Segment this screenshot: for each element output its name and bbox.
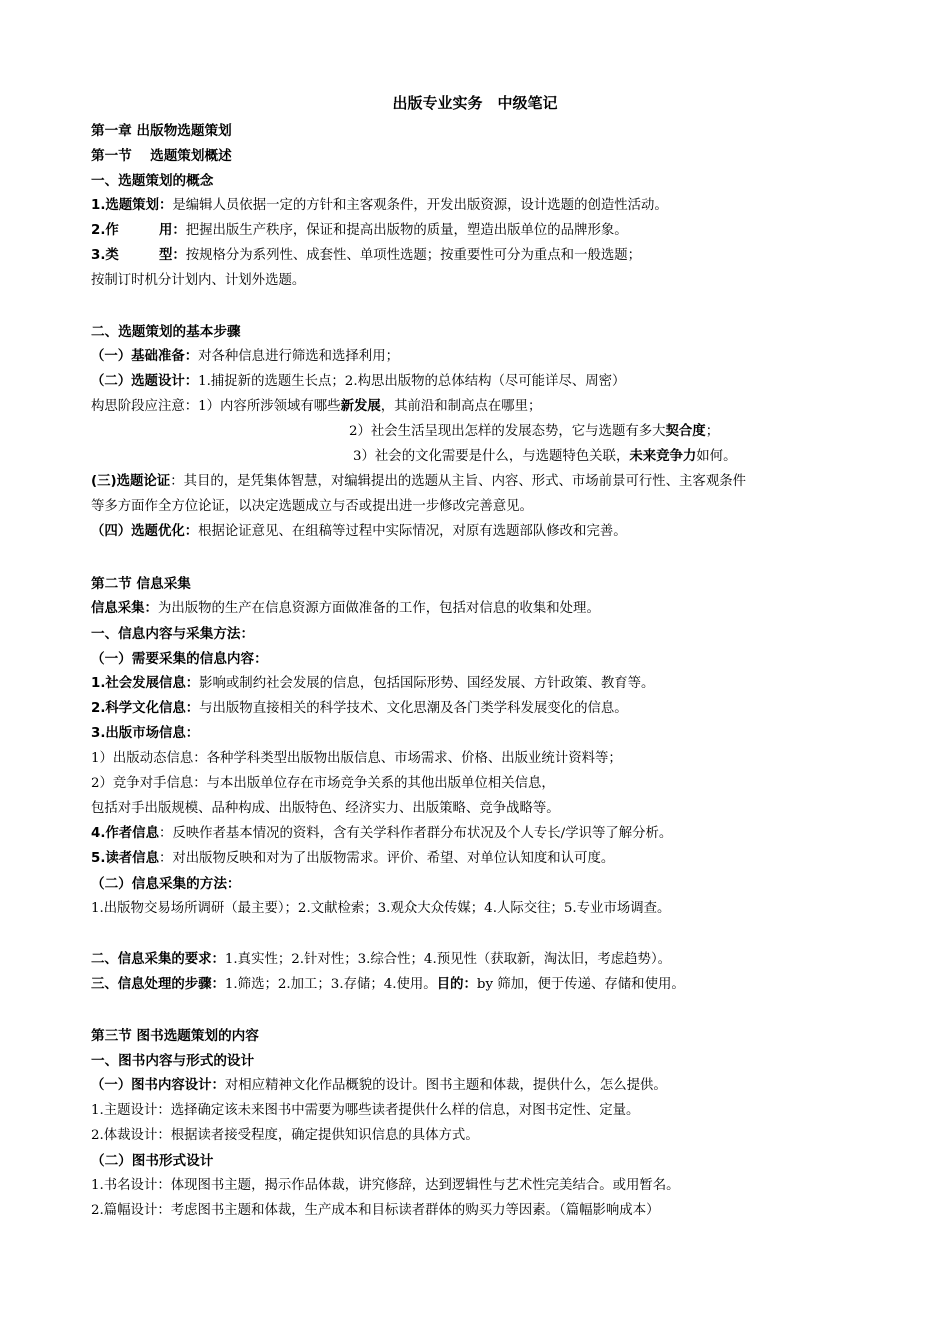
paragraph: 信息采集：为出版物的生产在信息资源方面做准备的工作，包括对信息的收集和处理。 xyxy=(91,601,600,616)
paragraph: 3.出版市场信息： xyxy=(91,726,200,741)
paragraph: 3）社会的文化需要是什么，与选题特色关联，未来竞争力如何。 xyxy=(353,449,737,464)
paragraph: 1.出版物交易场所调研（最主要）；2.文献检索；3.观众大众传媒；4.人际交往；5.专业市场调查。 xyxy=(91,901,671,916)
paragraph: （一）图书内容设计：对相应精神文化作品概貌的设计。图书主题和体裁，提供什么，怎么提供。 xyxy=(91,1078,667,1093)
section-heading: 第三节 图书选题策划的内容 xyxy=(91,1028,259,1044)
paragraph: 1）出版动态信息：各种学科类型出版物出版信息、市场需求、价格、出版业统计资料等； xyxy=(91,751,622,766)
paragraph: 1.选题策划：是编辑人员依据一定的方针和主客观条件，开发出版资源，设计选题的创造性活动。 xyxy=(91,198,668,213)
paragraph: 按制订时机分计划内、计划外选题。 xyxy=(91,273,306,288)
paragraph: 2）竞争对手信息：与本出版单位存在市场竞争关系的其他出版单位相关信息， xyxy=(91,776,555,791)
subsection-heading: 二、选题策划的基本步骤 xyxy=(91,324,241,340)
chapter-heading: 第一章 出版物选题策划 xyxy=(91,123,232,139)
paragraph: 5.读者信息：对出版物反映和对为了出版物需求。评价、希望、对单位认知度和认可度。 xyxy=(91,851,615,866)
section-heading: 第一节 选题策划概述 xyxy=(91,148,232,164)
paragraph: 三、信息处理的步骤：1.筛选；2.加工；3.存储；4.使用。目的：by 筛加，便于传递、存储和使用。 xyxy=(91,977,685,992)
subsection-heading: （二）信息采集的方法： xyxy=(91,876,241,892)
paragraph: 包括对手出版规模、品种构成、出版特色、经济实力、出版策略、竞争战略等。 xyxy=(91,801,560,816)
paragraph: 1.社会发展信息：影响或制约社会发展的信息，包括国际形势、国经发展、方针政策、教育等。 xyxy=(91,676,655,691)
paragraph: 1.书名设计：体现图书主题，揭示作品体裁，讲究修辞，达到逻辑性与艺术性完美结合。或用暂名。 xyxy=(91,1178,680,1193)
paragraph: （一）基础准备：对各种信息进行筛选和选择利用； xyxy=(91,349,399,364)
paragraph: （二）选题设计：1.捕捉新的选题生长点；2.构思出版物的总体结构（尽可能详尽、周密） xyxy=(91,374,626,389)
paragraph: 4.作者信息：反映作者基本情况的资料，含有关学科作者群分布状况及个人专长/学识等了解分析。 xyxy=(91,826,673,841)
subsection-heading: 一、信息内容与采集方法： xyxy=(91,626,255,642)
paragraph: 2.科学文化信息：与出版物直接相关的科学技术、文化思潮及各门类学科发展变化的信息。 xyxy=(91,701,628,716)
subsection-heading: 一、图书内容与形式的设计 xyxy=(91,1053,255,1069)
paragraph: 1.主题设计：选择确定该未来图书中需要为哪些读者提供什么样的信息，对图书定性、定量。 xyxy=(91,1103,640,1118)
paragraph: （四）选题优化：根据论证意见、在组稿等过程中实际情况，对原有选题部队修改和完善。 xyxy=(91,524,627,539)
paragraph: 2）社会生活呈现出怎样的发展态势，它与选题有多大契合度； xyxy=(349,424,720,439)
paragraph: 3.类 型：按规格分为系列性、成套性、单项性选题；按重要性可分为重点和一般选题； xyxy=(91,248,642,263)
paragraph: 2.作 用：把握出版生产秩序，保证和提高出版物的质量，塑造出版单位的品牌形象。 xyxy=(91,223,628,238)
page-title: 出版专业实务 中级笔记 xyxy=(392,94,558,112)
subsection-heading: （一）需要采集的信息内容： xyxy=(91,651,268,667)
paragraph: 构思阶段应注意：1）内容所涉领域有哪些新发展，其前沿和制高点在哪里； xyxy=(91,399,542,414)
subsection-heading: 一、选题策划的概念 xyxy=(91,173,214,189)
paragraph: 二、信息采集的要求：1.真实性；2.针对性；3.综合性；4.预见性（获取新，淘汰旧，考虑趋势）。 xyxy=(91,952,672,967)
subsection-heading: （二）图书形式设计 xyxy=(91,1153,214,1169)
paragraph: (三)选题论证：其目的，是凭集体智慧，对编辑提出的选题从主旨、内容、形式、市场前景可行性、主客观条件 xyxy=(91,474,746,489)
section-heading: 第二节 信息采集 xyxy=(91,576,191,592)
paragraph: 等多方面作全方位论证，以决定选题成立与否或提出进一步修改完善意见。 xyxy=(91,499,533,514)
paragraph: 2.篇幅设计：考虑图书主题和体裁，生产成本和目标读者群体的购买力等因素。（篇幅影响成本） xyxy=(91,1203,660,1218)
paragraph: 2.体裁设计：根据读者接受程度，确定提供知识信息的具体方式。 xyxy=(91,1128,479,1143)
